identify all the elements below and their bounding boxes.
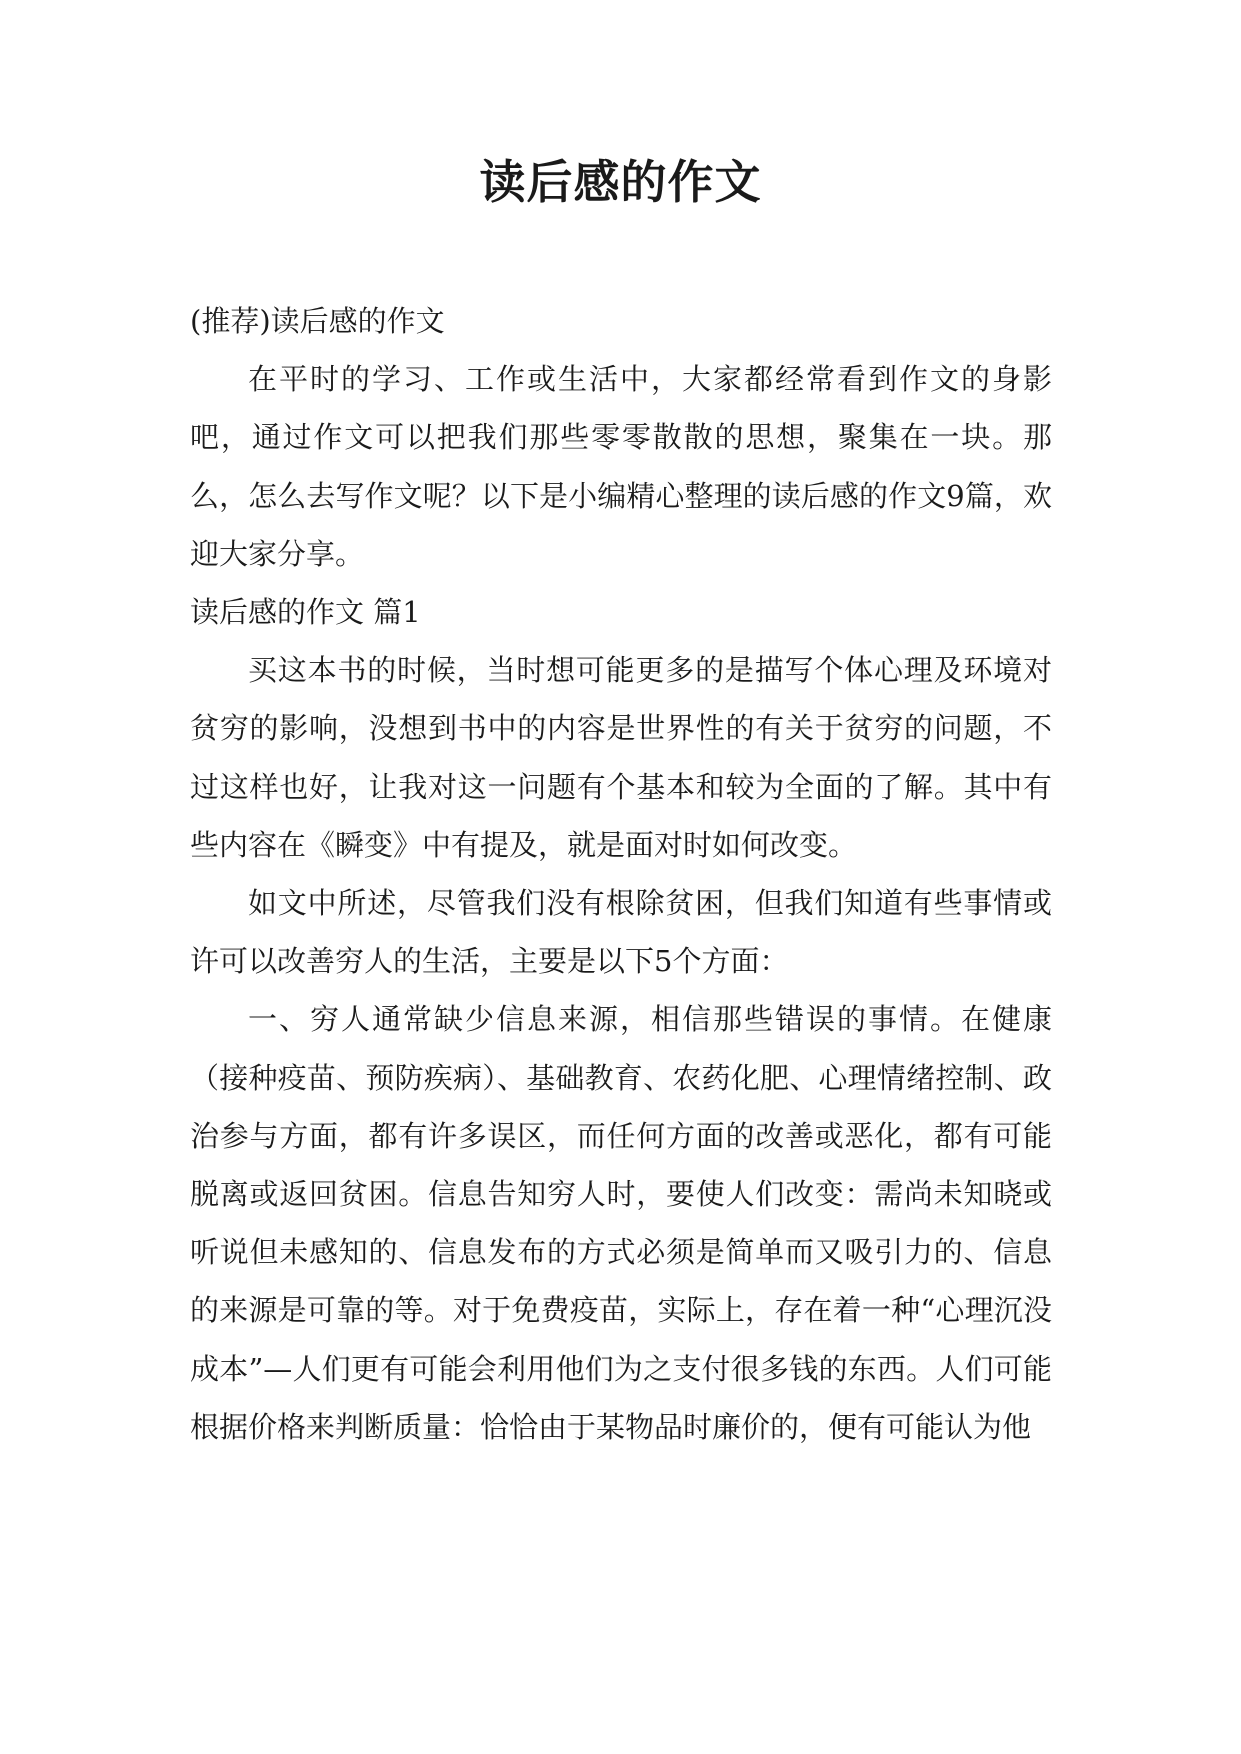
body-paragraph-2: 如文中所述，尽管我们没有根除贫困，但我们知道有些事情或许可以改善穷人的生活，主要是以下5个方面： — [190, 886, 1052, 979]
body-paragraph-1: 买这本书的时候，当时想可能更多的是描写个体心理及环境对贫穷的影响，没想到书中的内容是世界性的有关于贫穷的问题，不过这样也好，让我对这一问题有个基本和较为全面的了解。其中有些内容在《瞬变》中有提及，就是面对时如何改变。 — [190, 653, 1052, 862]
document-subtitle: (推荐)读后感的作文 — [190, 304, 445, 338]
body-paragraph-3: 一、穷人通常缺少信息来源，相信那些错误的事情。在健康（接种疫苗、预防疾病）、基础教育、农药化肥、心理情绪控制、政治参与方面，都有许多误区，而任何方面的改善或恶化，都有可能脱离或返回贫困。信息告知穷人时，要使人们改变：需尚未知晓或听说但未感知的、信息发布的方式必须是简单而又吸引力的、信息的来源是可靠的等。对于免费疫苗，实际上，存在着一种“心理沉没成本”—人们更有可能会利用他们为之支付很多钱的东西。人们可能根据价格来判断质量：恰恰由于某物品时廉价的，便有可能认为他 — [190, 1002, 1052, 1444]
section-heading: 读后感的作文 篇1 — [190, 595, 421, 630]
document-title: 读后感的作文 — [479, 155, 762, 209]
document-body — [190, 292, 1052, 1456]
intro-paragraph: 在平时的学习、工作或生活中，大家都经常看到作文的身影吧，通过作文可以把我们那些零零散散的思想，聚集在一块。那么，怎么去写作文呢？以下是小编精心整理的读后感的作文9篇，欢迎大家分享。 — [190, 362, 1052, 571]
